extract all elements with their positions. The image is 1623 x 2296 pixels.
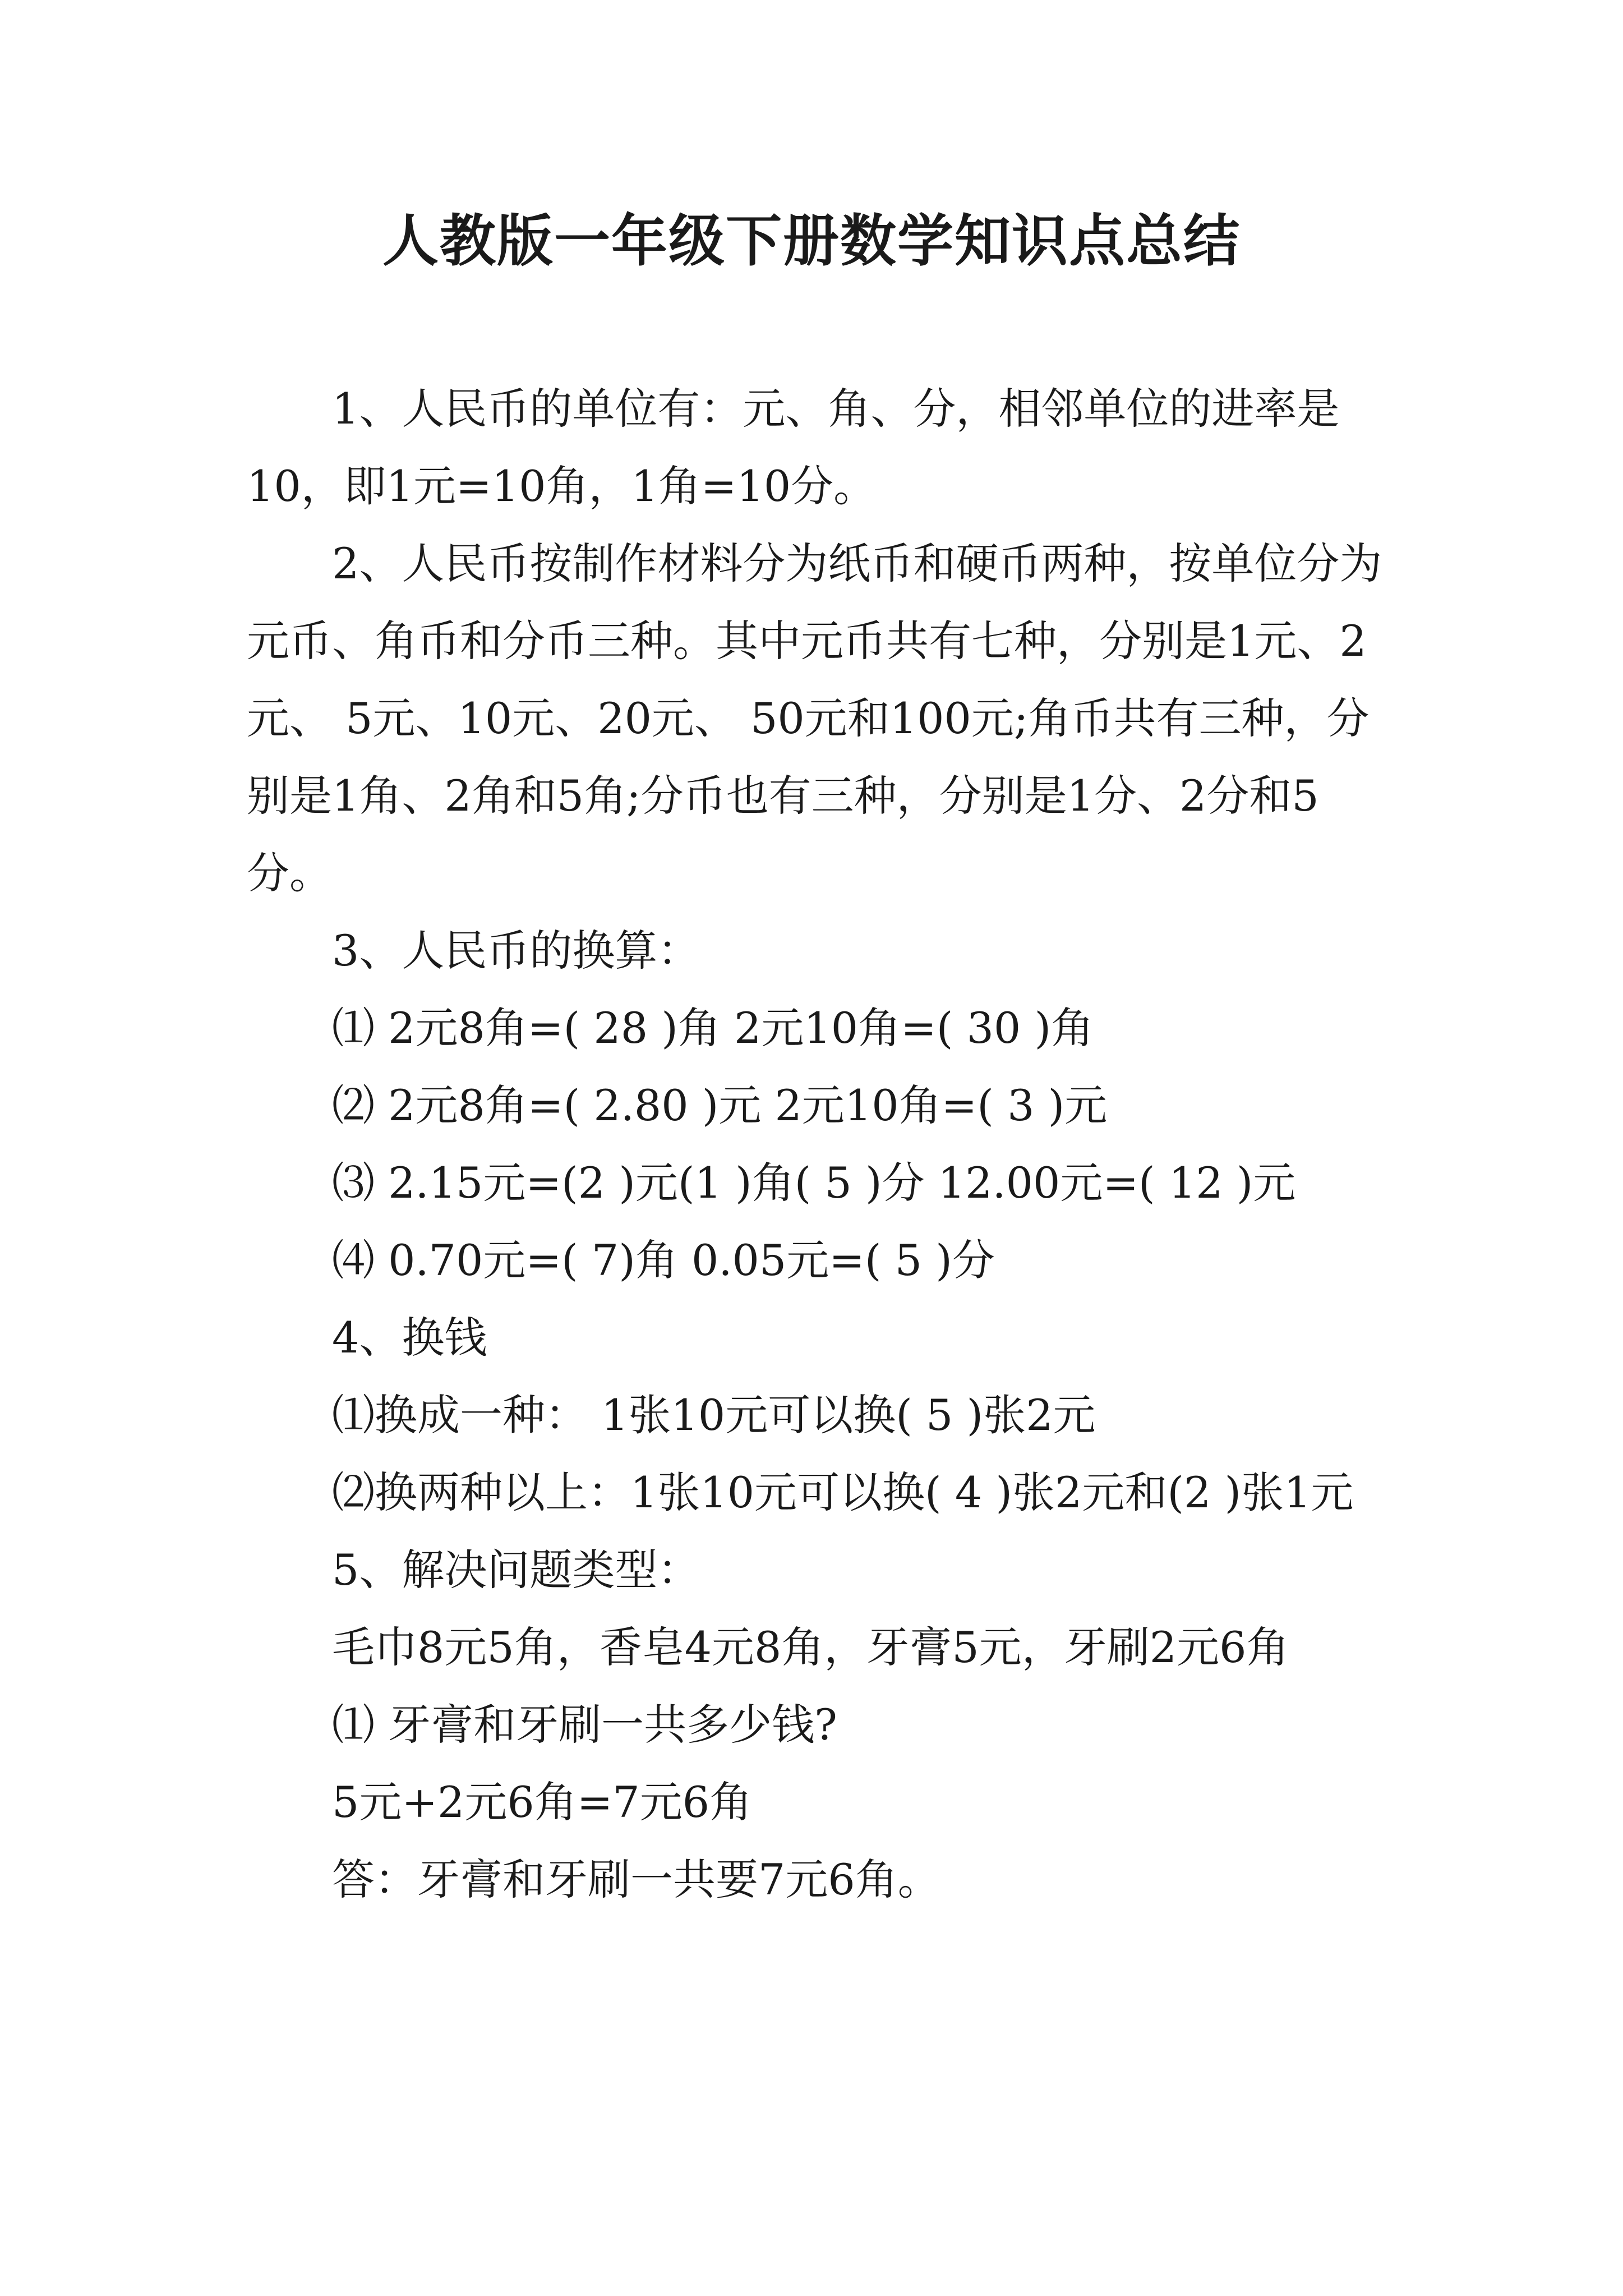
exchange-item: ⑴换成一种： 1张10元可以换( 5 )张2元 [332, 1390, 1096, 1440]
conversion-item: ⑵ 2元8角=( 2.80 )元 2元10角=( 3 )元 [332, 1080, 1108, 1130]
problem-calculation: 5元+2元6角=7元6角 [332, 1777, 753, 1827]
exchange-item: ⑵换两种以上：1张10元可以换( 4 )张2元和(2 )张1元 [332, 1467, 1354, 1517]
document-body [247, 370, 1402, 1918]
paragraph-rmb-types: 2、人民币按制作材料分为纸币和硬币两种，按单位分为元币、角币和分币三种。其中元币共有七种，分别是1元、2元、 5元、10元、20元、 50元和100元;角币共有三种，分别是1角、2角和5角;分币也有三种，分别是1分、2分和5分。 [247, 539, 1382, 898]
conversion-item: ⑶ 2.15元=(2 )元(1 )角( 5 )分 12.00元=( 12 )元 [332, 1158, 1296, 1208]
paragraph-problem-heading: 5、解决问题类型： [332, 1545, 700, 1595]
paragraph-exchange-heading: 4、换钱 [332, 1313, 487, 1363]
paragraph-rmb-units: 1、人民币的单位有：元、角、分，相邻单位的进率是10，即1元=10角，1角=10分。 [247, 384, 1340, 511]
page-title: 人教版一年级下册数学知识点总结 [382, 208, 1241, 274]
conversion-item: ⑴ 2元8角=( 28 )角 2元10角=( 30 )角 [332, 1003, 1094, 1053]
problem-statement: 毛巾8元5角，香皂4元8角，牙膏5元，牙刷2元6角 [332, 1622, 1289, 1672]
problem-answer: 答：牙膏和牙刷一共要7元6角。 [332, 1855, 940, 1904]
paragraph-conversion-heading: 3、人民币的换算： [332, 926, 700, 976]
conversion-item: ⑷ 0.70元=( 7)角 0.05元=( 5 )分 [332, 1235, 995, 1285]
problem-question: ⑴ 牙膏和牙刷一共多少钱? [332, 1700, 837, 1750]
